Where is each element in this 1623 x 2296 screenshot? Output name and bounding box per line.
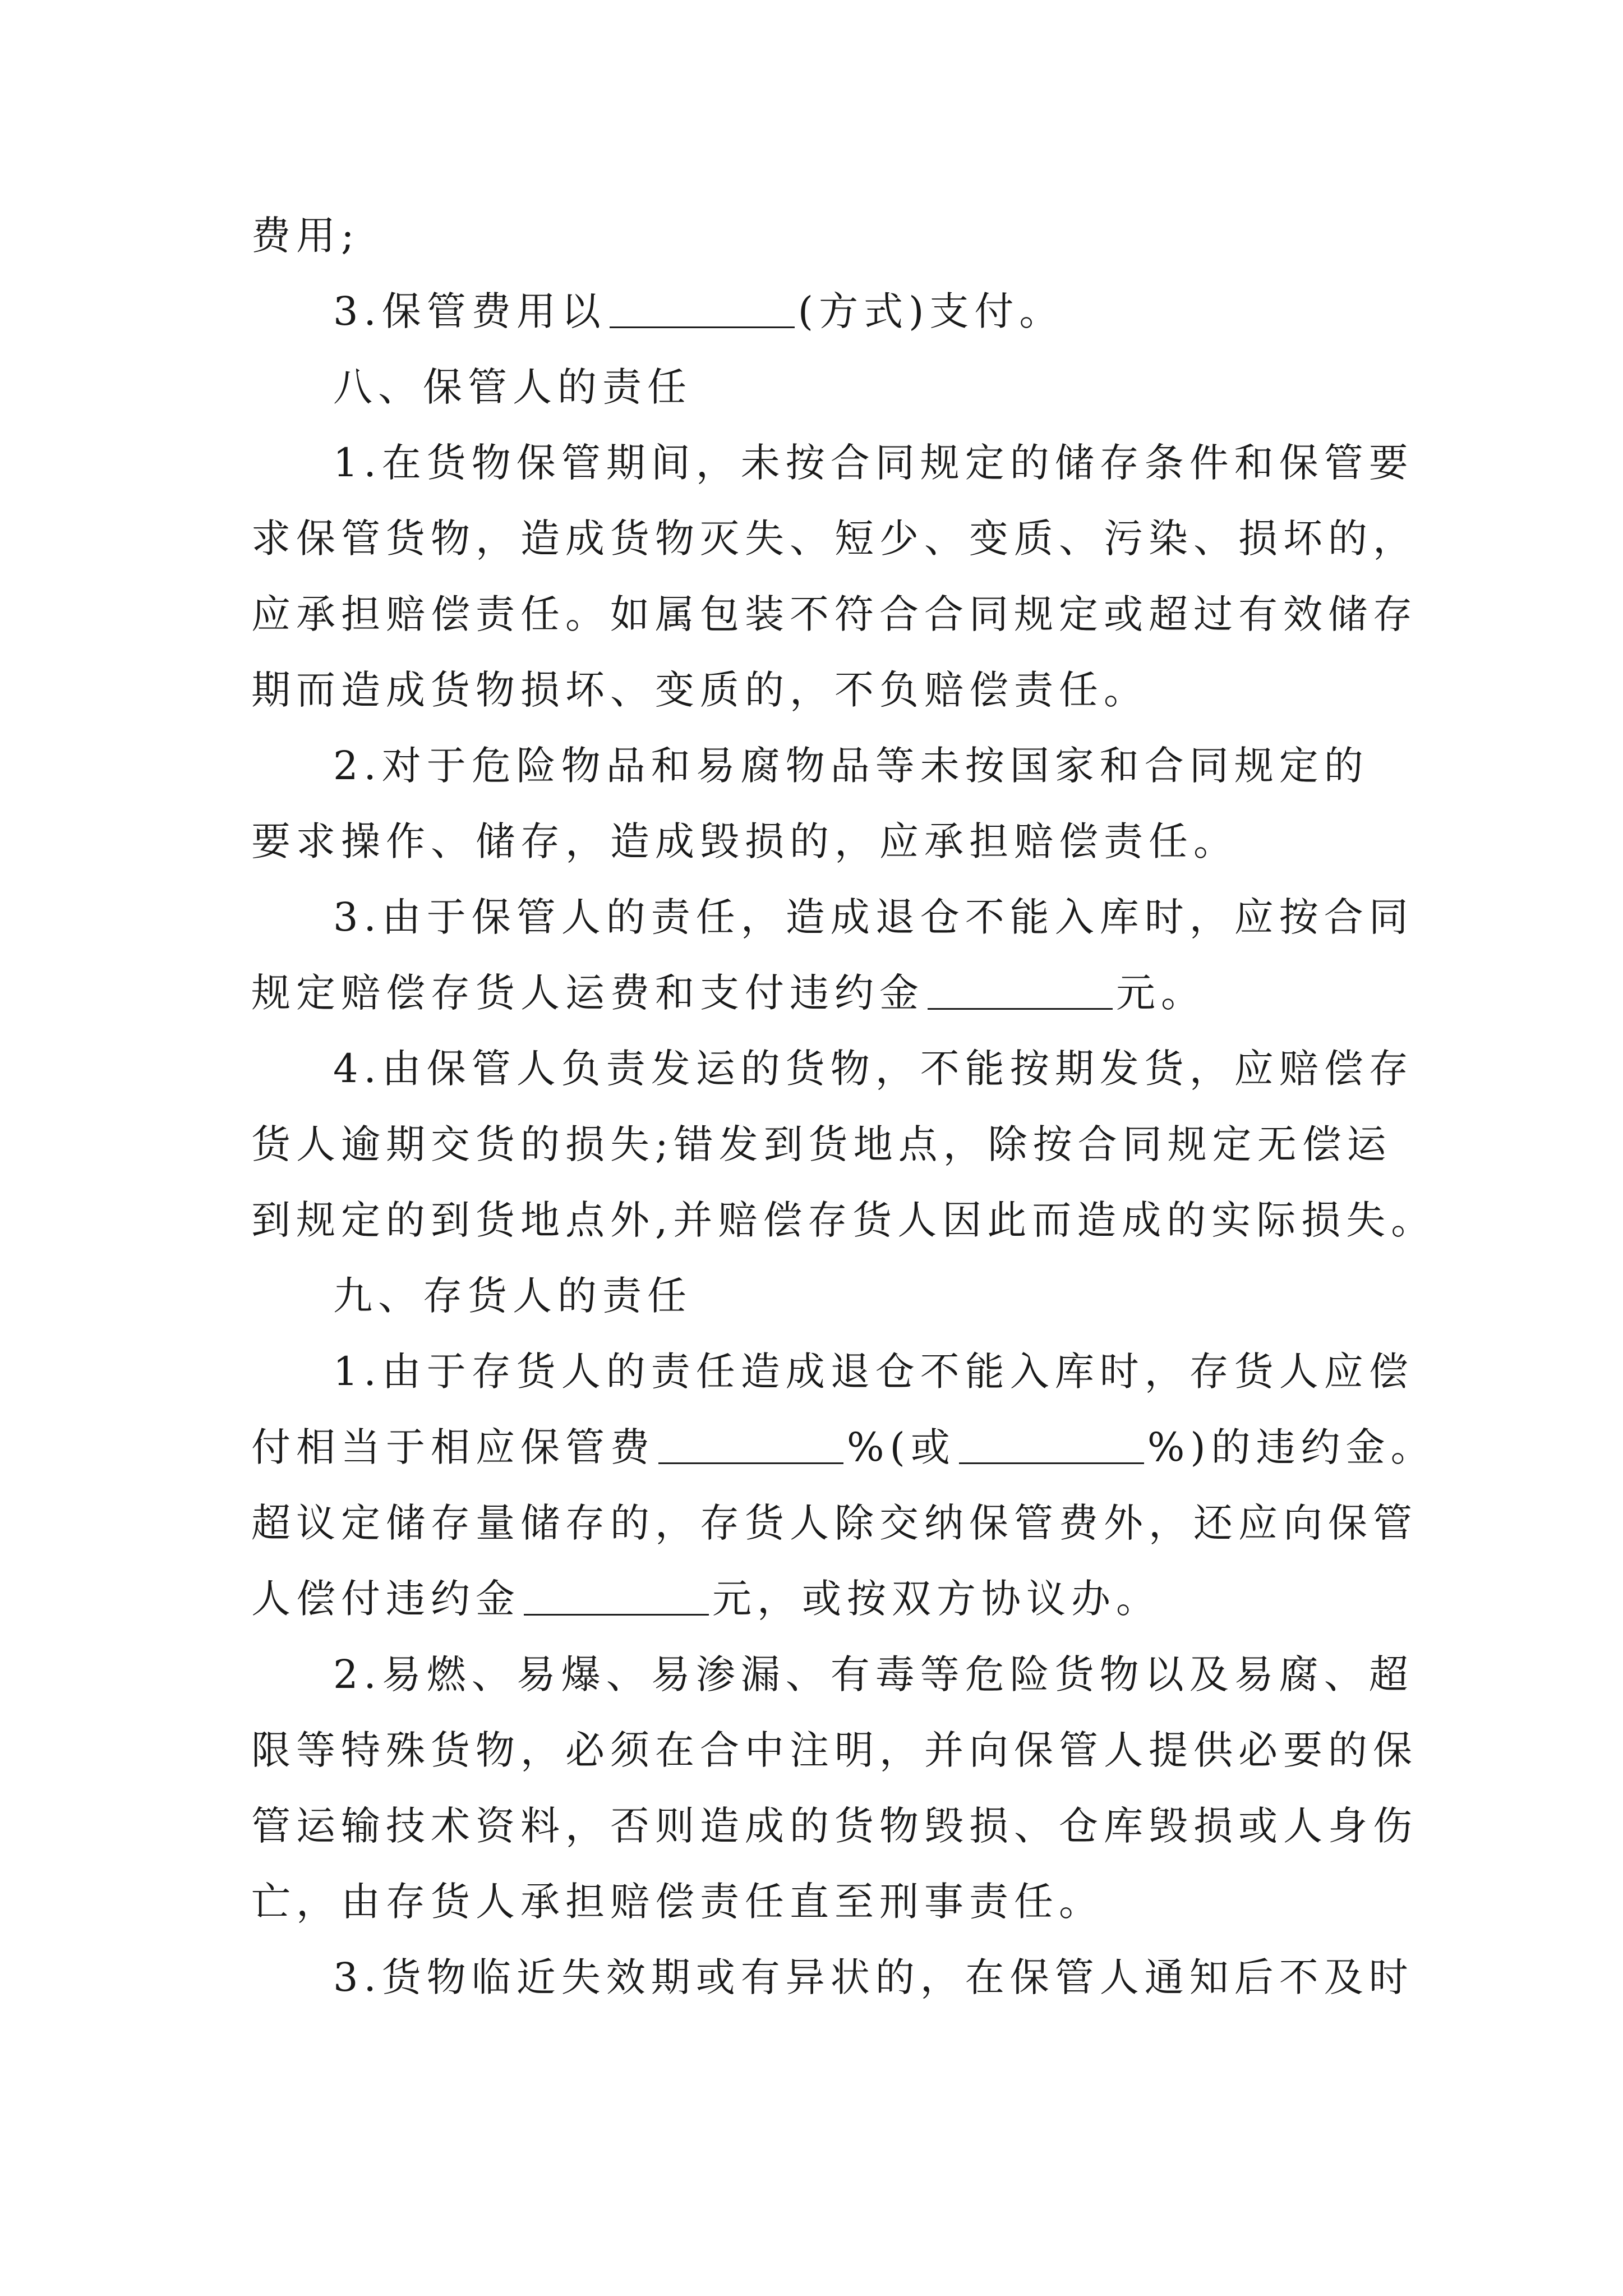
text-segment: 限等特殊货物，必须在合中注明，并向保管人提供必要的保 bbox=[251, 1727, 1418, 1773]
text-line bbox=[251, 1416, 1436, 1478]
text-segment: 付相当于相应保管费 bbox=[251, 1424, 655, 1470]
text-segment: 到规定的到货地点外,并赔偿存货人因此而造成的实际损失。 bbox=[251, 1197, 1436, 1243]
text-segment: 1.在货物保管期间，未按合同规定的储存条件和保管要 bbox=[333, 440, 1414, 486]
text-segment: 费用; bbox=[251, 213, 360, 259]
text-line bbox=[251, 1795, 1418, 1857]
fill-in-blank[interactable] bbox=[524, 1575, 709, 1616]
text-segment: 3.由于保管人的责任，造成退仓不能入库时，应按合同 bbox=[333, 894, 1414, 940]
text-segment: 应承担赔偿责任。如属包装不符合合同规定或超过有效储存 bbox=[251, 591, 1418, 637]
text-line bbox=[251, 1871, 1104, 1932]
text-segment: 期而造成货物损坏、变质的，不负赔偿责任。 bbox=[251, 667, 1149, 713]
text-line bbox=[251, 1114, 1392, 1175]
text-line bbox=[333, 356, 692, 418]
text-segment: 管运输技术资料，否则造成的货物毁损、仓库毁损或人身伤 bbox=[251, 1803, 1418, 1849]
text-line bbox=[333, 432, 1414, 494]
text-segment: 人偿付违约金 bbox=[251, 1576, 520, 1622]
text-segment: 货人逾期交货的损失;错发到货地点，除按合同规定无偿运 bbox=[251, 1121, 1392, 1167]
text-line bbox=[251, 811, 1238, 872]
text-line bbox=[251, 1719, 1418, 1781]
text-line bbox=[251, 205, 360, 266]
text-line bbox=[251, 1492, 1418, 1554]
text-line bbox=[251, 508, 1418, 569]
text-segment: 1.由于存货人的责任造成退仓不能入库时，存货人应偿 bbox=[333, 1349, 1414, 1395]
fill-in-blank[interactable] bbox=[658, 1423, 843, 1464]
fill-in-blank[interactable] bbox=[928, 969, 1113, 1010]
text-line bbox=[333, 280, 1064, 342]
text-segment: 2.对于危险物品和易腐物品等未按国家和合同规定的 bbox=[333, 743, 1369, 789]
text-segment: %(或 bbox=[847, 1424, 956, 1470]
text-segment: 3.保管费用以 bbox=[333, 288, 606, 334]
text-line bbox=[251, 1189, 1436, 1251]
text-segment: 要求操作、储存，造成毁损的，应承担赔偿责任。 bbox=[251, 818, 1238, 864]
text-segment: 超议定储存量储存的，存货人除交纳保管费外，还应向保管 bbox=[251, 1500, 1418, 1546]
text-segment: 元。 bbox=[1116, 970, 1206, 1016]
text-segment: 八、保管人的责任 bbox=[333, 364, 692, 410]
text-segment: 求保管货物，造成货物灭失、短少、变质、污染、损坏的， bbox=[251, 516, 1418, 562]
text-segment: 九、存货人的责任 bbox=[333, 1273, 692, 1319]
text-line bbox=[333, 1644, 1414, 1705]
text-line bbox=[333, 1947, 1414, 2008]
fill-in-blank[interactable] bbox=[610, 287, 795, 328]
text-segment: 3.货物临近失效期或有异状的，在保管人通知后不及时 bbox=[333, 1954, 1414, 2000]
text-segment: 亡，由存货人承担赔偿责任直至刑事责任。 bbox=[251, 1879, 1104, 1925]
text-line bbox=[333, 1038, 1414, 1099]
text-line bbox=[333, 1341, 1414, 1402]
text-line bbox=[251, 659, 1149, 721]
text-line bbox=[251, 962, 1206, 1024]
text-segment: 2.易燃、易爆、易渗漏、有毒等危险货物以及易腐、超 bbox=[333, 1651, 1414, 1697]
text-line bbox=[333, 1265, 692, 1327]
text-line bbox=[251, 1568, 1161, 1630]
text-segment: (方式)支付。 bbox=[797, 288, 1064, 334]
text-line bbox=[251, 583, 1418, 645]
text-segment: %)的违约金。 bbox=[1147, 1424, 1436, 1470]
text-segment: 规定赔偿存货人运费和支付违约金 bbox=[251, 970, 924, 1016]
fill-in-blank[interactable] bbox=[959, 1423, 1144, 1464]
text-segment: 元，或按双方协议办。 bbox=[712, 1576, 1161, 1622]
text-segment: 4.由保管人负责发运的货物，不能按期发货，应赔偿存 bbox=[333, 1046, 1414, 1092]
text-line bbox=[333, 886, 1414, 948]
text-line bbox=[333, 735, 1369, 797]
